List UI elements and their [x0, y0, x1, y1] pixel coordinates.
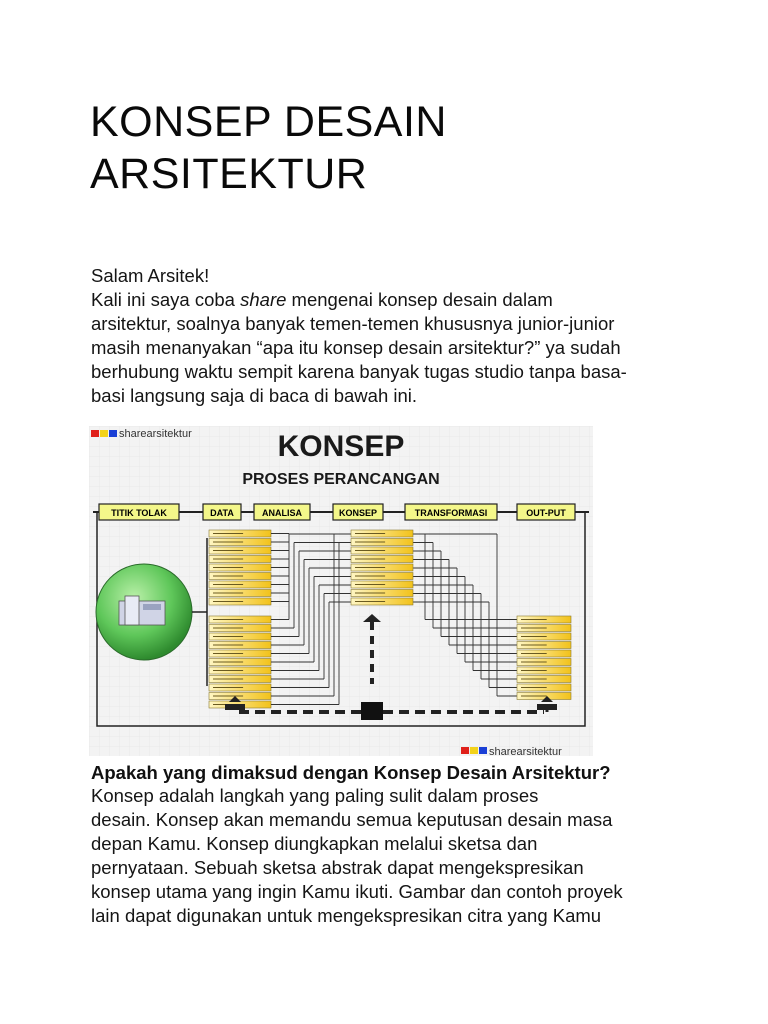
diagram-box	[209, 684, 271, 691]
svg-text:ANALISA: ANALISA	[262, 508, 302, 518]
diagram-box	[209, 693, 271, 700]
diagram-box	[209, 642, 271, 649]
diagram-box	[209, 573, 271, 580]
diagram-box	[517, 676, 571, 683]
stage-transformasi	[405, 504, 497, 520]
section-heading: Apakah yang dimaksud dengan Konsep Desain Arsitektur?	[91, 762, 611, 783]
diagram-box	[351, 573, 413, 580]
diagram-box	[517, 633, 571, 640]
diagram-box	[209, 556, 271, 563]
diagram-box	[517, 650, 571, 657]
intro-paragraph	[91, 264, 691, 408]
diagram-box	[517, 667, 571, 674]
greeting: Salam Arsitek!	[91, 265, 210, 286]
diagram-subtitle: PROSES PERANCANGAN	[242, 471, 440, 488]
diagram-box	[517, 625, 571, 632]
intro-italic: share	[240, 289, 287, 310]
diagram-box	[351, 547, 413, 554]
body-line: desain. Konsep akan memandu semua keputusan desain masa	[91, 809, 613, 830]
intro-line-2: arsitektur, soalnya banyak temen-temen khususnya junior-junior	[91, 313, 615, 334]
page-title	[90, 96, 690, 200]
diagram-box	[209, 616, 271, 623]
diagram-box	[209, 633, 271, 640]
diagram-box	[517, 693, 571, 700]
diagram-box	[209, 564, 271, 571]
intro-line-5: basi langsung saja di baca di bawah ini.	[91, 385, 418, 406]
diagram-box	[209, 547, 271, 554]
diagram-box	[209, 659, 271, 666]
diagram-box	[351, 530, 413, 537]
starting-point-sphere	[96, 564, 192, 660]
svg-text:TITIK TOLAK: TITIK TOLAK	[111, 508, 167, 518]
data-box-group-1	[209, 530, 271, 605]
intro-line-1	[91, 288, 691, 312]
diagram-box	[351, 539, 413, 546]
stage-analisa	[254, 504, 310, 520]
body-line: konsep utama yang ingin Kamu ikuti. Gambar dan contoh proyek	[91, 881, 623, 902]
diagram-box	[517, 659, 571, 666]
svg-text:DATA: DATA	[210, 508, 234, 518]
intro-text: Kali ini saya coba	[91, 289, 241, 310]
watermark-text: sharearsitektur	[489, 746, 562, 756]
diagram-box	[209, 598, 271, 605]
diagram-box	[517, 684, 571, 691]
diagram-box	[351, 581, 413, 588]
diagram-box	[517, 616, 571, 623]
body-line: depan Kamu. Konsep diungkapkan melalui sketsa dan	[91, 833, 538, 854]
diagram-box	[209, 650, 271, 657]
diagram-box	[209, 581, 271, 588]
stage-out-put	[517, 504, 575, 520]
diagram-title: KONSEP	[277, 430, 405, 463]
body-line: pernyataan. Sebuah sketsa abstrak dapat mengekspresikan	[91, 857, 584, 878]
title-line-2: ARSITEKTUR	[90, 150, 368, 198]
diagram-box	[209, 625, 271, 632]
diagram-box	[209, 530, 271, 537]
intro-line-3: masih menanyakan “apa itu konsep desain arsitektur?” ya sudah	[91, 337, 621, 358]
section-body	[91, 784, 691, 928]
stage-data	[203, 504, 241, 520]
diagram-box	[209, 539, 271, 546]
diagram-box	[517, 642, 571, 649]
svg-text:TRANSFORMASI: TRANSFORMASI	[414, 508, 488, 518]
diagram-box	[351, 598, 413, 605]
svg-text:OUT-PUT: OUT-PUT	[526, 508, 566, 518]
diagram-box	[209, 590, 271, 597]
concept-process-diagram	[89, 426, 593, 756]
diagram-box	[351, 564, 413, 571]
data-box-group-2	[209, 616, 271, 708]
concept-box-group	[351, 530, 413, 605]
title-line-1: KONSEP DESAIN	[90, 98, 447, 146]
diagram-box	[209, 667, 271, 674]
diagram-box	[351, 590, 413, 597]
diagram-box	[351, 556, 413, 563]
diagram-box	[209, 676, 271, 683]
body-line: Konsep adalah langkah yang paling sulit dalam proses	[91, 785, 539, 806]
intro-text: mengenai konsep desain dalam	[286, 289, 553, 310]
intro-line-4: berhubung waktu sempit karena banyak tugas studio tanpa basa-	[91, 361, 627, 382]
stage-titik-tolak	[99, 504, 179, 520]
watermark-text: sharearsitektur	[119, 428, 192, 440]
stage-konsep	[333, 504, 383, 520]
svg-text:KONSEP: KONSEP	[338, 508, 378, 518]
body-line: lain dapat digunakan untuk mengekspresikan citra yang Kamu	[91, 905, 602, 926]
